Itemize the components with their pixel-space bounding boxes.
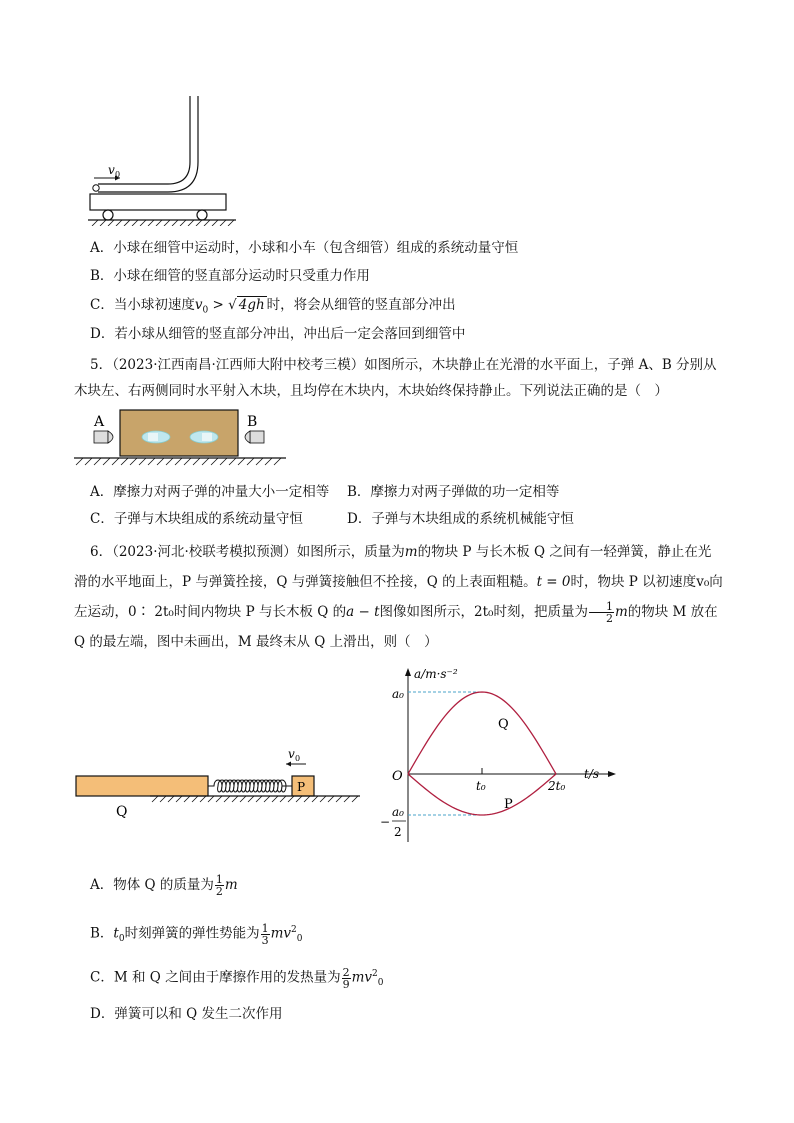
q6-stem-2: 的物块 P 与长木板 Q 之间有一轻弹簧，静止在光滑的水平地面上，P 与弹簧拴接，Q 与弹簧接触但不拴接，Q 的上表面粗糙。 [74,544,712,590]
curve-q [408,692,556,774]
q6-option-b-den: 3 [261,933,269,947]
q6-stem-6: 图像如图所示， [379,604,475,620]
q6-stem-half [589,601,614,624]
q6-option-c-post: mv [351,969,373,986]
q6-option-a [90,874,238,897]
ground-hatch-3 [152,796,358,802]
q6-option-b-sub2: 0 [296,934,303,945]
two-t0-tick-label: 2t₀ [548,779,566,793]
embedded-bullet-right [190,431,218,443]
neg-half-den-label: 2 [394,825,402,839]
q6-stem-2t0: 2t₀ [474,604,494,620]
q4-option-a: A．小球在细管中运动时，小球和小车（包含细管）组成的系统动量守恒 [90,240,519,256]
ground-hatch [92,220,234,226]
q6-option-c-frac [342,967,351,990]
q6-option-a-pre: A．物体 Q 的质量为 [90,877,214,893]
bullet-b-body [250,431,264,443]
q6-option-b [90,920,303,949]
q6-option-a-frac [215,874,224,897]
q6-stem-7: 时刻，把质量为 [493,604,588,620]
curve-p-label: P [504,797,513,812]
plank-q-label: Q [116,804,128,820]
q6-option-b-frac [261,923,270,946]
bullet-a-tip [108,431,113,443]
ground-hatch-2 [76,458,281,465]
fig-v0-arrowhead [286,762,291,767]
embedded-bullet-left [142,431,170,443]
block-p-label: P [297,780,306,794]
q6-stem-m: m [404,544,418,560]
q6-option-b-sup: 2 [291,925,297,935]
q5-option-b: B．摩擦力对两子弹做的功一定相等 [347,484,560,500]
bullet-a-body [94,431,108,443]
q6-option-b-t: t [113,925,119,942]
q6-stem [74,537,724,657]
cart-tube-figure [88,92,238,226]
q6-stem-3: 时，物块 P 以初速度 [570,574,697,590]
q6-stem-v0: v₀ [696,574,710,590]
plank-q [76,776,208,796]
q6-stem-4: 向左运动， [74,574,723,620]
t0-tick-label: t₀ [476,779,486,793]
q6-stem-5: 时间内物块 P 与长木板 Q 的 [173,604,347,620]
q6-option-b-letter: B． [90,925,114,942]
q4-option-d: D．若小球从细管的竖直部分冲出，冲出后一定会落回到细管中 [90,326,466,342]
q6-option-b-tsub: 0 [118,934,125,945]
q6-stem-8: 的物块 M 放在 Q 的最左端，图中未画出，M 最终末从 Q 上滑出，则（ ） [74,604,718,650]
x-axis-arrowhead [608,771,616,777]
q6-option-a-den: 2 [215,885,223,898]
q6-option-c-pre: C．M 和 Q 之间由于摩擦作用的发热量为 [90,969,341,986]
q4-option-c-post: 时，将会从细管的竖直部分冲出 [266,297,456,313]
plank-spring-figure [74,742,364,822]
bullet-label-a: A [94,414,105,430]
q6-option-c [90,964,384,993]
curve-q-label: Q [498,717,509,732]
q6-option-b-post: mv [270,925,292,942]
graph-marks [408,692,556,815]
q4-option-c-pre: C．当小球初速度 [90,297,195,313]
q6-stem-range: 0∶ 2t₀ [128,604,174,620]
q4-option-c-sub: 0 [202,305,209,316]
q4-option-c-v: v [194,297,203,313]
cart-wheel-right [197,210,207,220]
wood-block [120,410,238,456]
q6-option-c-sup: 2 [372,969,378,979]
a-t-graph [366,664,622,846]
q5-option-c: C．子弹与木块组成的系统动量守恒 [90,511,303,527]
q6-stem-m2: m [614,604,628,620]
x-axis-label: t/s [584,767,600,781]
fig-v0-label: v [288,747,295,761]
ball [93,185,99,191]
q4-option-c-root: 4gh [238,297,265,313]
q6-option-a-post: m [224,877,238,893]
q6-stem-at: a − t [346,604,380,620]
y-axis-label: a/m·s⁻² [414,667,458,681]
cart-body [90,194,226,210]
origin-label: O [392,769,403,784]
a0-label: a₀ [392,687,404,701]
cart-wheel-left [103,210,113,220]
q6-option-d: D．弹簧可以和 Q 发生二次作用 [90,1006,283,1022]
q6-option-b-num: 1 [261,921,269,935]
q6-stem-1: 6．（2023·河北·校联考模拟预测）如图所示，质量为 [90,544,405,560]
block-bullets-figure [72,408,288,474]
spring [208,780,292,792]
q6-option-a-num: 1 [215,873,223,886]
q6-option-c-sub2: 0 [377,978,384,989]
bullet-label-b: B [247,414,258,430]
q6-stem-half-num: 1 [589,601,614,613]
q5-option-d: D．子弹与木块组成的系统机械能守恒 [347,511,574,527]
q6-option-c-num: 2 [342,965,350,979]
y-axis-arrowhead [405,668,411,676]
q4-option-b: B．小球在细管的竖直部分运动时只受重力作用 [90,268,370,284]
neg-half-num-label: a₀ [392,805,404,819]
neg-sign-label: − [380,815,391,829]
q6-option-c-den: 9 [342,977,350,991]
v0-label: v [108,163,115,177]
fig-v0-sub: 0 [295,754,301,763]
q5-stem: 5．（2023·江西南昌·江西师大附中校考三模）如图所示，木块静止在光滑的水平面上，子弹 A、B 分别从木块左、右两侧同时水平射入木块，且均停在木块内，木块始终保持静止。下列说法正确的是（ ） [74,357,717,399]
q4-option-c: C．当小球初速度$v_0$ > √ 4gh 时，将会从细管的竖直部分冲出 [90,297,456,316]
v0-sub: 0 [115,170,121,179]
q6-stem-t: t = 0 [536,574,571,590]
q6-stem-half-den: 2 [605,612,613,625]
q5-option-a: A．摩擦力对两子弹的冲量大小一定相等 [90,484,330,500]
q4-option-c-gt: > [208,297,229,313]
bullet-b-tip [245,431,250,443]
q6-option-b-mid: 时刻弹簧的弹性势能为 [124,925,260,942]
